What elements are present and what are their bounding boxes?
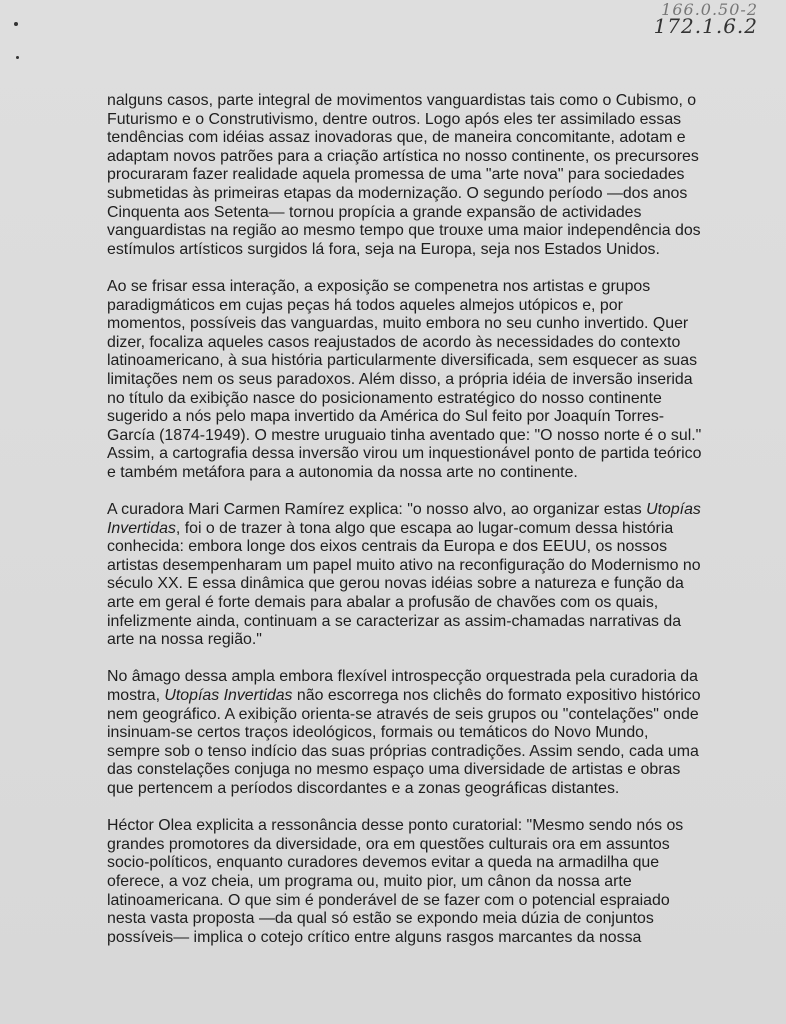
text-line	[107, 166, 707, 185]
text-line	[107, 687, 707, 706]
text-line	[107, 390, 707, 409]
text-line	[107, 538, 707, 557]
text-line	[107, 594, 707, 613]
archive-reference-code-1: 166.0.50-2	[661, 0, 758, 19]
archive-reference-code-2: 172.1.6.2	[653, 14, 758, 38]
text-segment: nem geográfico. A exibição orienta-se através de seis grupos ou "contelações" onde	[107, 705, 699, 723]
text-segment: García (1874-1949). O mestre uruguaio tinha aventado que: "O nosso norte é o sul."	[107, 426, 702, 444]
text-segment: latinoamericana. O que sim é ponderável de se fazer com o potencial espraiado	[107, 891, 670, 909]
text-line	[107, 464, 707, 483]
text-segment: possíveis— implica o cotejo crítico entre alguns rasgos marcantes da nossa	[107, 928, 642, 946]
paragraph	[107, 501, 707, 650]
scan-mark-dot	[14, 22, 18, 26]
text-line	[107, 148, 707, 167]
text-segment: Cinquenta aos Setenta— tornou propícia a grande expansão de actividades	[107, 203, 642, 221]
text-line	[107, 724, 707, 743]
text-line	[107, 315, 707, 334]
text-segment: nesta vasta proposta —da qual só estão se expondo meia dúzia de conjuntos	[107, 910, 654, 928]
text-line	[107, 761, 707, 780]
text-line	[107, 817, 707, 836]
paragraph	[107, 278, 707, 483]
paragraph	[107, 668, 707, 798]
text-segment: , foi o de trazer à tona algo que escapa ao lugar-comum dessa história	[175, 519, 674, 537]
text-line	[107, 501, 707, 520]
text-segment: sugerido a nós pelo mapa invertido da América do Sul feito por Joaquín Torres-	[107, 408, 665, 426]
text-line	[107, 408, 707, 427]
paragraph	[107, 817, 707, 947]
text-segment: século XX. E essa dinâmica que gerou novas idéias sobre a natureza e função da	[107, 575, 684, 593]
text-line	[107, 854, 707, 873]
text-line	[107, 836, 707, 855]
text-line	[107, 613, 707, 632]
body-text	[107, 92, 707, 966]
text-line	[107, 129, 707, 148]
text-line	[107, 910, 707, 929]
text-segment: artistas desempenharam um papel muito ativo na reconfiguração do Modernismo no	[107, 556, 701, 574]
text-segment: no título da exibição nasce do posicionamento estratégico do nosso continente	[107, 389, 662, 407]
text-segment: sempre sob o tenso indício das suas próprias contradições. Assim sendo, cada uma	[107, 742, 699, 760]
text-segment: das constelações conjuga no mesmo espaço uma diversidade de artistas e obras	[107, 761, 681, 779]
text-line	[107, 892, 707, 911]
text-segment: Héctor Olea explicita a ressonância desse ponto curatorial: "Mesmo sendo nós os	[107, 817, 684, 835]
text-line	[107, 92, 707, 111]
text-line	[107, 297, 707, 316]
text-segment: vanguardistas na região ao mesmo tempo que trouxe uma maior independência dos	[107, 222, 701, 240]
text-line	[107, 631, 707, 650]
text-line	[107, 929, 707, 948]
text-segment: e também metáfora para a autonomia da nossa arte no continente.	[107, 463, 578, 481]
italic-title: Utopías	[646, 501, 701, 519]
text-segment: oferece, a voz cheia, um programa ou, muito pior, um cânon da nossa arte	[107, 872, 632, 890]
text-segment: estímulos artísticos surgidos lá fora, seja na Europa, seja nos Estados Unidos.	[107, 240, 660, 258]
text-line	[107, 352, 707, 371]
text-segment: nalguns casos, parte integral de movimentos vanguardistas tais como o Cubismo, o	[107, 92, 697, 109]
text-segment: conhecida: embora longe dos eixos centrais da Europa e dos EEUU, os nossos	[107, 538, 668, 556]
text-segment: que pertencem a períodos discordantes e a zonas geográficas distantes.	[107, 779, 620, 797]
text-segment: adaptam novos patrões para a criação artística no nosso continente, os precursores	[107, 147, 699, 165]
italic-title: Invertidas	[107, 519, 176, 537]
text-segment: latinoamericano, à sua história particularmente diversificada, sem esquecer as suas	[107, 352, 698, 370]
text-segment: não escorrega nos clichês do formato expositivo histórico	[292, 687, 701, 704]
text-line	[107, 445, 707, 464]
text-segment: paradigmáticos em cujas peças há todos aqueles almejos utópicos e, por	[107, 296, 623, 314]
text-line	[107, 575, 707, 594]
text-segment: No âmago dessa ampla embora flexível introspecção orquestrada pela curadoria da	[107, 668, 698, 686]
text-segment: arte na nossa região."	[107, 631, 262, 649]
text-line	[107, 185, 707, 204]
text-segment: Futurismo e o Construtivismo, dentre outros. Logo após eles ter assimilado essas	[107, 110, 682, 128]
text-line	[107, 111, 707, 130]
text-line	[107, 427, 707, 446]
text-line	[107, 873, 707, 892]
text-segment: momentos, possíveis das vanguardas, muito embora no seu cunho invertido. Quer	[107, 315, 689, 333]
text-line	[107, 278, 707, 297]
text-segment: socio-políticos, enquanto curadores devemos evitar a queda na armadilha que	[107, 854, 660, 872]
text-line	[107, 557, 707, 576]
paragraph	[107, 92, 707, 259]
text-segment: tendências com idéias assaz inovadoras que, de maneira concomitante, adotam e	[107, 129, 686, 147]
text-segment: grandes promotores da diversidade, ora em questões culturais ora em assuntos	[107, 835, 670, 853]
text-line	[107, 222, 707, 241]
text-line	[107, 520, 707, 539]
text-segment: A curadora Mari Carmen Ramírez explica: "o nosso alvo, ao organizar estas	[107, 501, 647, 519]
text-line	[107, 743, 707, 762]
text-segment: Ao se frisar essa interação, a exposição se compenetra nos artistas e grupos	[107, 277, 651, 295]
text-segment: arte em geral é forte demais para abalar a profusão de chavões com os quais,	[107, 594, 659, 612]
text-line	[107, 371, 707, 390]
text-line	[107, 706, 707, 725]
text-segment: dizer, focaliza aqueles casos reajustados de acordo às necessidades do contexto	[107, 333, 681, 351]
text-line	[107, 204, 707, 223]
text-segment: procuraram fazer realidade aquela promessa de uma "arte nova" para sociedades	[107, 166, 685, 184]
text-segment: mostra,	[107, 687, 165, 704]
text-segment: infelizmente ainda, continuam a se caracterizar as assim-chamadas narrativas da	[107, 612, 682, 630]
text-line	[107, 668, 707, 687]
text-segment: limitações nem os seus paradoxos. Além disso, a própria idéia de inversão inserida	[107, 370, 693, 388]
text-line	[107, 780, 707, 799]
text-segment: insinuam-se certos traços ideológicos, formais ou temáticos do Novo Mundo,	[107, 724, 649, 742]
scan-mark-dot	[16, 56, 19, 59]
italic-title: Utopías Invertidas	[164, 687, 293, 704]
text-line	[107, 334, 707, 353]
text-segment: submetidas às primeiras etapas da modernização. O segundo período —dos anos	[107, 184, 688, 202]
text-line	[107, 241, 707, 260]
text-segment: Assim, a cartografia dessa inversão virou um inquestionável ponto de partida teórico	[107, 445, 702, 463]
